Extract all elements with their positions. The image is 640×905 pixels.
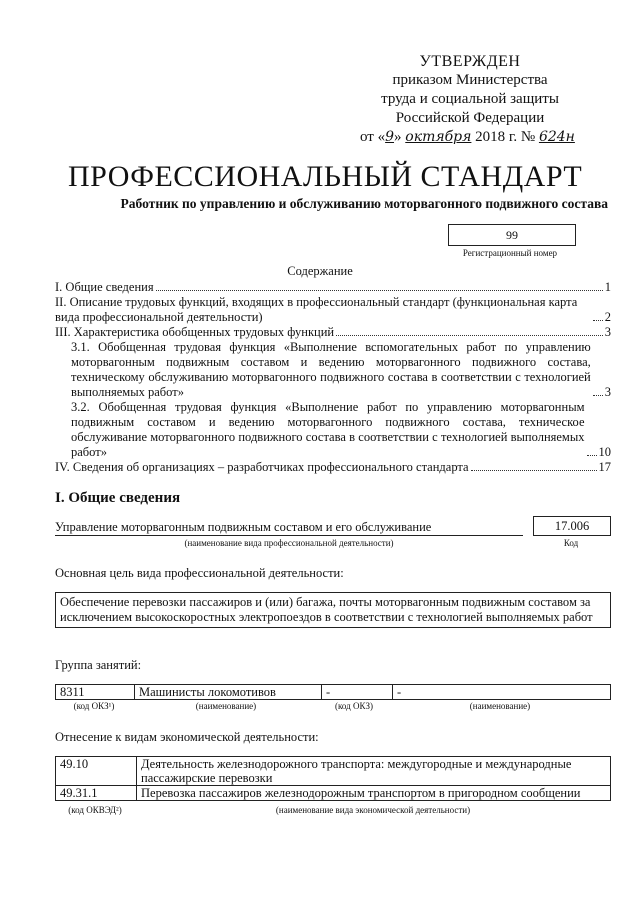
toc-dots: [336, 335, 603, 336]
toc-entry-text: I. Общие сведения: [55, 280, 154, 294]
caption-okved-name: (наименование вида экономической деятельности): [275, 805, 471, 815]
toc-entry-text: III. Характеристика обобщенных трудовых функций: [55, 325, 335, 339]
page-subtitle: Работник по управлению и обслуживанию моторвагонного подвижного состава: [120, 196, 608, 211]
okved-name: Перевозка пассажиров железнодорожным транспортом в пригородном сообщении: [137, 786, 611, 801]
economic-activity-table: [55, 756, 611, 801]
goal-label: Основная цель вида профессиональной деятельности:: [55, 566, 344, 580]
toc-dots: [587, 455, 597, 456]
okz-name: -: [393, 685, 611, 700]
approval-line: приказом Министерства: [392, 72, 548, 88]
toc-dots: [471, 470, 597, 471]
toc-entry-text: 3.2. Обобщенная трудовая функция «Выполнение работ по управлению моторвагонным подвижным составом и ведению моторвагонного подвижного состава, техническое обслуживание моторвагонного подвижного состава в соответствии с технологией выполняемых работ»: [71, 400, 585, 459]
code-caption: Код: [563, 538, 579, 548]
okved-code: 49.10: [56, 757, 137, 786]
toc-entry-text: 3.1. Обобщенная трудовая функция «Выполнение вспомогательных работ по управлению моторвагонным подвижным составом и ведению моторвагонного подвижного состава, техническому обслуживанию моторвагонного подвижного состава в соответствии с технологией выполняемых работ»: [71, 340, 591, 399]
okved-name: Деятельность железнодорожного транспорта: междугородные и международные пассажирские перевозки: [137, 757, 611, 786]
activity-name: Управление моторвагонным подвижным составом и его обслуживание: [55, 520, 523, 536]
approval-line: труда и социальной защиты: [381, 91, 559, 107]
toc-dots: [156, 290, 603, 291]
caption-okz-code: (код ОКЗ): [335, 701, 373, 711]
toc-entry-page: 3: [604, 325, 611, 339]
okved-code: 49.31.1: [56, 786, 137, 801]
order-month: октября: [405, 129, 472, 145]
toc-entry-page: 10: [598, 445, 611, 459]
order-prefix: от «: [360, 129, 386, 145]
toc-entry-page: 2: [604, 310, 611, 324]
approval-heading: УТВЕРЖДЕН: [419, 53, 521, 70]
toc-entry[interactable]: [71, 340, 611, 400]
approval-block: [360, 52, 580, 147]
occupation-group-table: [55, 684, 611, 700]
order-line: [360, 128, 580, 147]
toc-entry-text: IV. Сведения об организациях – разработчиках профессионального стандарта: [55, 460, 469, 474]
caption-name: (наименование): [469, 701, 531, 711]
okz-code: 8311: [56, 685, 135, 700]
table-row: [56, 786, 611, 801]
toc-entry[interactable]: [55, 460, 611, 475]
toc-entry-page: 1: [604, 280, 611, 294]
registration-number: 99: [448, 224, 576, 246]
okz-name: Машинисты локомотивов: [135, 685, 322, 700]
approval-line: Российской Федерации: [395, 110, 545, 126]
toc-entry[interactable]: [55, 280, 611, 295]
caption-okz-code: (код ОКЗ¹): [73, 701, 115, 711]
order-number: 624н: [538, 129, 575, 145]
caption-name: (наименование): [195, 701, 257, 711]
caption-okved-code: (код ОКВЭД²): [68, 805, 122, 815]
group-label: Группа занятий:: [55, 658, 142, 672]
okz-code: -: [322, 685, 393, 700]
toc-title: Содержание: [287, 264, 353, 278]
activity-caption: (наименование вида профессиональной деятельности): [184, 538, 394, 548]
toc-dots: [593, 395, 603, 396]
toc-dots: [593, 320, 603, 321]
toc-entry-text: II. Описание трудовых функций, входящих в профессиональный стандарт (функциональная карта вида профессиональной деятельности): [55, 295, 578, 324]
order-mid: »: [394, 129, 402, 145]
activity-code: 17.006: [533, 516, 611, 536]
table-row: [56, 685, 611, 700]
toc-entry-page: 17: [598, 460, 611, 474]
toc-entry[interactable]: [71, 400, 611, 460]
goal-text: Обеспечение перевозки пассажиров и (или) багажа, почты моторвагонным подвижным составом за исключением высокоскоростных электропоездов в соответствии с технологией выполняемых работ: [55, 592, 611, 628]
registration-label: Регистрационный номер: [462, 248, 558, 258]
toc-entry-page: 3: [604, 385, 611, 399]
order-year: 2018 г. №: [475, 129, 536, 145]
table-of-contents: [55, 280, 611, 475]
order-day: 9: [385, 129, 395, 145]
page-title: ПРОФЕССИОНАЛЬНЫЙ СТАНДАРТ: [68, 160, 583, 193]
econ-label: Отнесение к видам экономической деятельности:: [55, 730, 319, 744]
toc-entry[interactable]: [55, 295, 611, 325]
section-heading: I. Общие сведения: [55, 490, 181, 506]
table-row: [56, 757, 611, 786]
toc-entry[interactable]: [55, 325, 611, 340]
